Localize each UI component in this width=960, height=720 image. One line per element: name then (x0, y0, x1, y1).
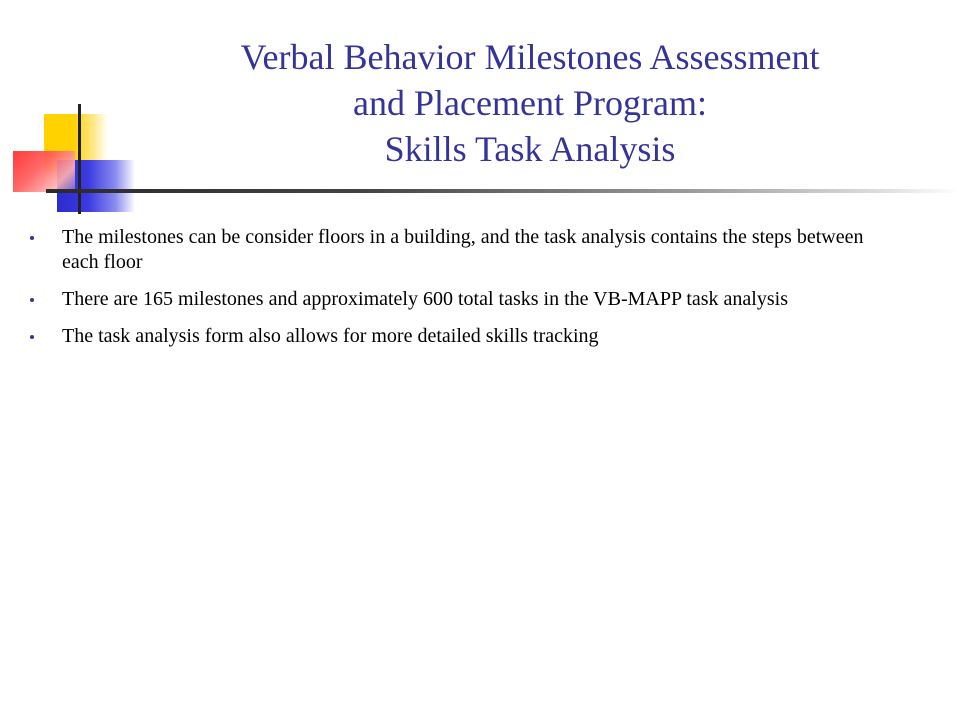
bullet-dot-icon (30, 335, 34, 339)
decorative-vertical-line (78, 104, 81, 214)
title-underline (46, 189, 960, 193)
slide-title (150, 34, 910, 172)
bullet-text: There are 165 milestones and approximately 600 total tasks in the VB-MAPP task analysis (62, 288, 788, 310)
bullet-dot-icon (30, 236, 34, 240)
bullet-list (30, 225, 890, 361)
title-line-3: Skills Task Analysis (384, 129, 676, 169)
bullet-item (30, 324, 890, 349)
bullet-item (30, 225, 890, 275)
decorative-red-square (13, 151, 75, 192)
title-line-1: Verbal Behavior Milestones Assessment (240, 37, 820, 77)
bullet-dot-icon (30, 298, 34, 302)
bullet-text: The milestones can be consider floors in a building, and the task analysis contains the steps between each floor (62, 226, 864, 273)
bullet-item (30, 287, 890, 312)
title-line-2: and Placement Program: (353, 83, 707, 123)
bullet-text: The task analysis form also allows for more detailed skills tracking (62, 325, 599, 347)
